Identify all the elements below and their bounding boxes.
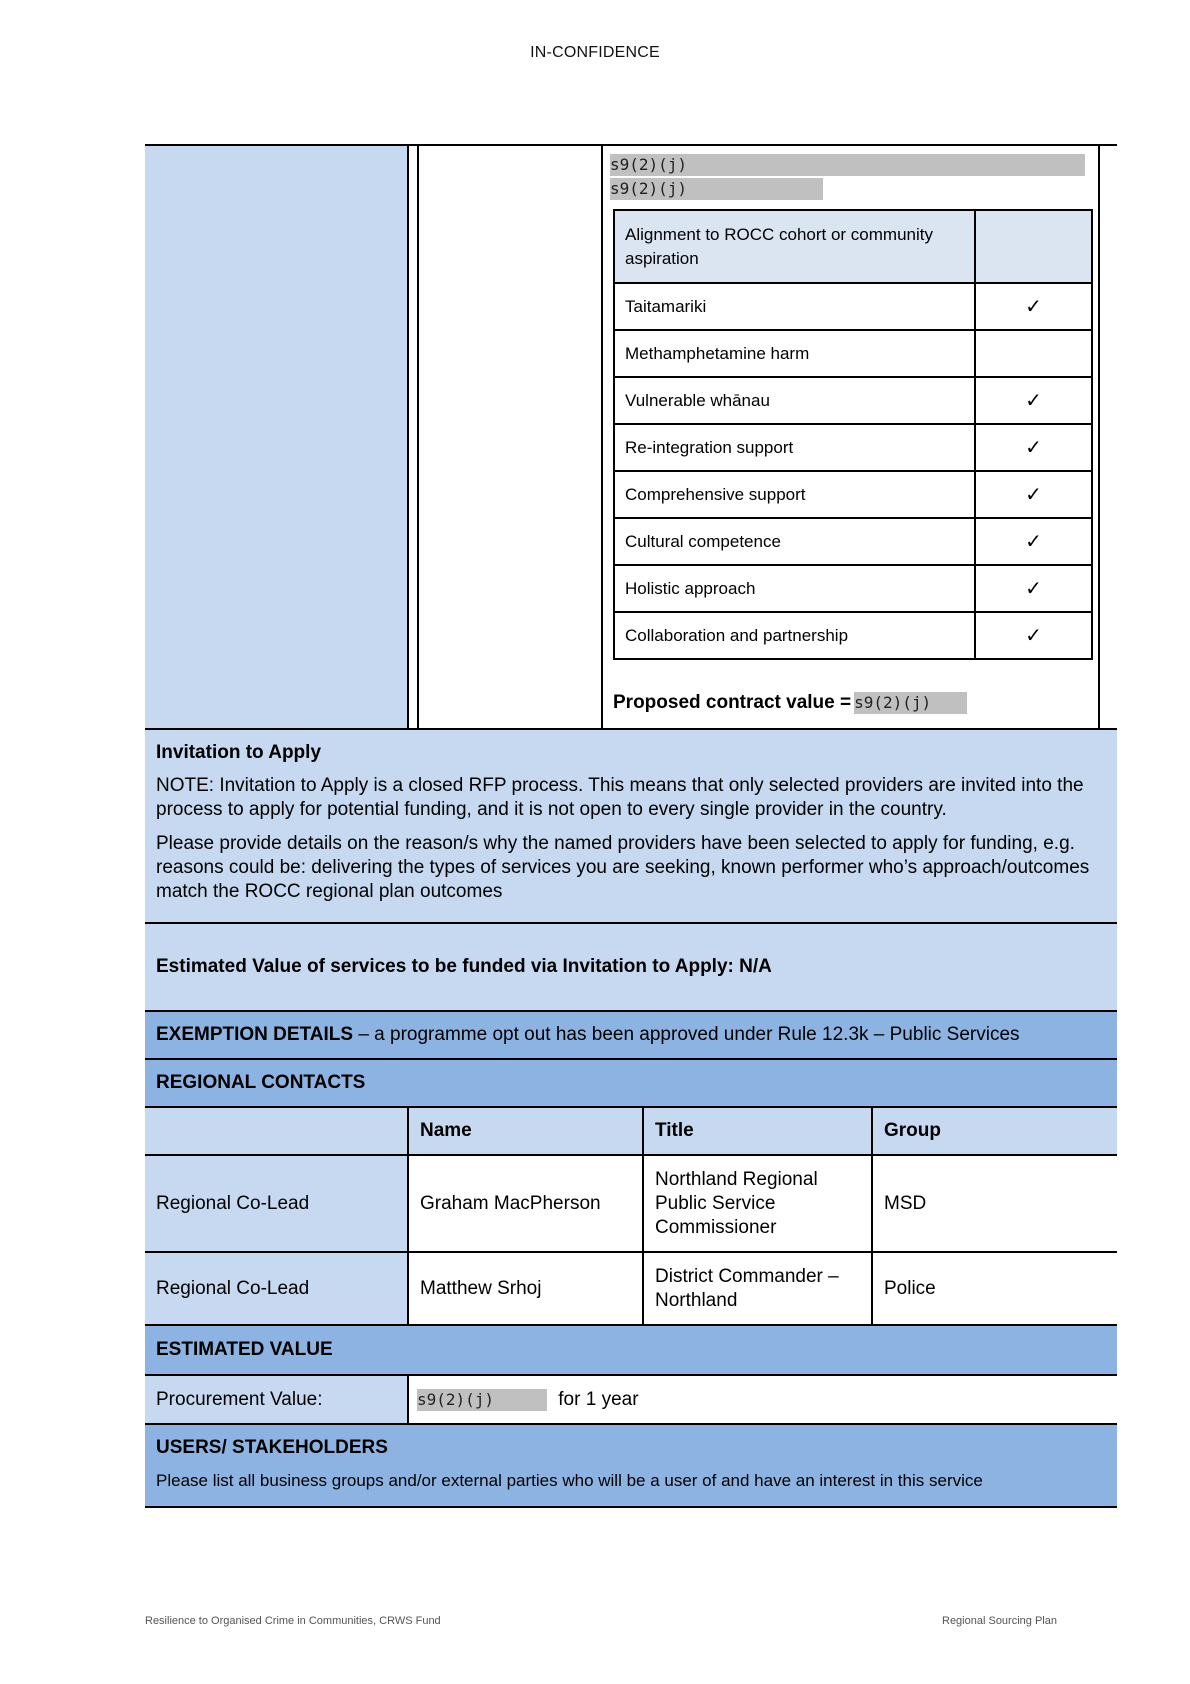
checkmark-icon: ✓ — [975, 377, 1092, 424]
procurement-value-cell — [408, 1375, 1117, 1423]
alignment-row — [614, 612, 1092, 659]
page-header: IN-CONFIDENCE — [530, 44, 660, 61]
contact-row — [145, 1155, 1117, 1252]
alignment-row-label: Methamphetamine harm — [614, 330, 975, 377]
contacts-header-row — [145, 1107, 1117, 1155]
alignment-row-label: Collaboration and partnership — [614, 612, 975, 659]
users-text: Please list all business groups and/or external parties who will be a user of and have an interest in this service — [156, 1471, 983, 1490]
alignment-row-label: Cultural competence — [614, 518, 975, 565]
contact-group: MSD — [872, 1155, 1117, 1252]
checkmark-icon: ✓ — [975, 471, 1092, 518]
alignment-row — [614, 330, 1092, 377]
redaction-box: s9(2)(j) — [610, 178, 823, 200]
column-divider — [601, 146, 603, 728]
alignment-row-label: Taitamariki — [614, 283, 975, 330]
checkmark-icon: ✓ — [975, 424, 1092, 471]
checkmark-icon — [975, 330, 1092, 377]
alignment-block — [145, 144, 1117, 728]
contact-role: Regional Co-Lead — [145, 1155, 408, 1252]
column-divider — [417, 146, 419, 728]
left-label-cell — [145, 146, 408, 728]
alignment-row — [614, 565, 1092, 612]
alignment-row-label: Comprehensive support — [614, 471, 975, 518]
contact-title: Northland Regional Public Service Commissioner — [643, 1155, 872, 1252]
invitation-note: NOTE: Invitation to Apply is a closed RFP process. This means that only selected providers are invited into the process to apply for potential funding, and it is not open to every single provider in the country. — [156, 775, 1084, 820]
footer-right: Regional Sourcing Plan — [942, 1615, 1057, 1627]
regional-contacts-table — [145, 1106, 1117, 1324]
alignment-header-check — [975, 210, 1092, 283]
exemption-text: – a programme opt out has been approved under Rule 12.3k – Public Services — [353, 1024, 1020, 1045]
contact-name: Matthew Srhoj — [408, 1252, 643, 1324]
redaction-box: s9(2)(j) — [610, 154, 1085, 176]
redaction-line-1 — [610, 154, 1085, 176]
checkmark-icon: ✓ — [975, 283, 1092, 330]
sourcing-plan-table — [145, 144, 1117, 1508]
regional-contacts-title — [145, 1058, 1117, 1106]
alignment-row-label: Vulnerable whānau — [614, 377, 975, 424]
redaction-box: s9(2)(j) — [417, 1389, 547, 1411]
alignment-row — [614, 283, 1092, 330]
alignment-table — [613, 209, 1093, 660]
redaction-line-2 — [610, 178, 823, 200]
contacts-header-name: Name — [408, 1107, 643, 1155]
checkmark-icon: ✓ — [975, 518, 1092, 565]
column-divider — [407, 146, 409, 728]
alignment-row — [614, 377, 1092, 424]
contact-title: District Commander – Northland — [643, 1252, 872, 1324]
alignment-header-label: Alignment to ROCC cohort or community aspiration — [614, 210, 975, 283]
procurement-value-row — [145, 1375, 1117, 1423]
proposed-contract-value — [613, 692, 967, 714]
contacts-header-empty — [145, 1107, 408, 1155]
estimated-value-heading: ESTIMATED VALUE — [156, 1339, 333, 1360]
contacts-header-title: Title — [643, 1107, 872, 1155]
column-divider — [1098, 146, 1100, 728]
alignment-row — [614, 424, 1092, 471]
contact-row — [145, 1252, 1117, 1324]
checkmark-icon: ✓ — [975, 565, 1092, 612]
procurement-value-label: Procurement Value: — [145, 1375, 408, 1423]
regional-contacts-heading: REGIONAL CONTACTS — [156, 1072, 366, 1093]
estimated-value-title — [145, 1324, 1117, 1374]
contact-group: Police — [872, 1252, 1117, 1324]
invitation-section — [145, 728, 1117, 922]
checkmark-icon: ✓ — [975, 612, 1092, 659]
contacts-header-group: Group — [872, 1107, 1117, 1155]
alignment-table-header — [614, 210, 1092, 283]
exemption-details — [145, 1010, 1117, 1058]
alignment-row — [614, 471, 1092, 518]
redaction-box: s9(2)(j) — [854, 692, 967, 714]
contact-name: Graham MacPherson — [408, 1155, 643, 1252]
users-title: USERS/ STAKEHOLDERS — [156, 1437, 388, 1458]
alignment-row — [614, 518, 1092, 565]
alignment-row-label: Holistic approach — [614, 565, 975, 612]
procurement-value-table — [145, 1374, 1117, 1423]
contact-role: Regional Co-Lead — [145, 1252, 408, 1324]
contract-value-label: Proposed contract value = — [613, 692, 852, 714]
footer-left: Resilience to Organised Crime in Communities, CRWS Fund — [145, 1615, 441, 1627]
procurement-value-suffix: for 1 year — [558, 1388, 639, 1410]
alignment-row-label: Re-integration support — [614, 424, 975, 471]
estimated-invitation-value: Estimated Value of services to be funded via Invitation to Apply: N/A — [145, 922, 1117, 1010]
users-stakeholders-section — [145, 1423, 1117, 1508]
invitation-title: Invitation to Apply — [156, 742, 322, 763]
invitation-details: Please provide details on the reason/s why the named providers have been selected to apply for funding, e.g. reasons could be: delivering the types of services you are seeking, known performer who’s approach/outcomes match the ROCC regional plan outcomes — [156, 833, 1090, 902]
exemption-title: EXEMPTION DETAILS — [156, 1024, 354, 1045]
